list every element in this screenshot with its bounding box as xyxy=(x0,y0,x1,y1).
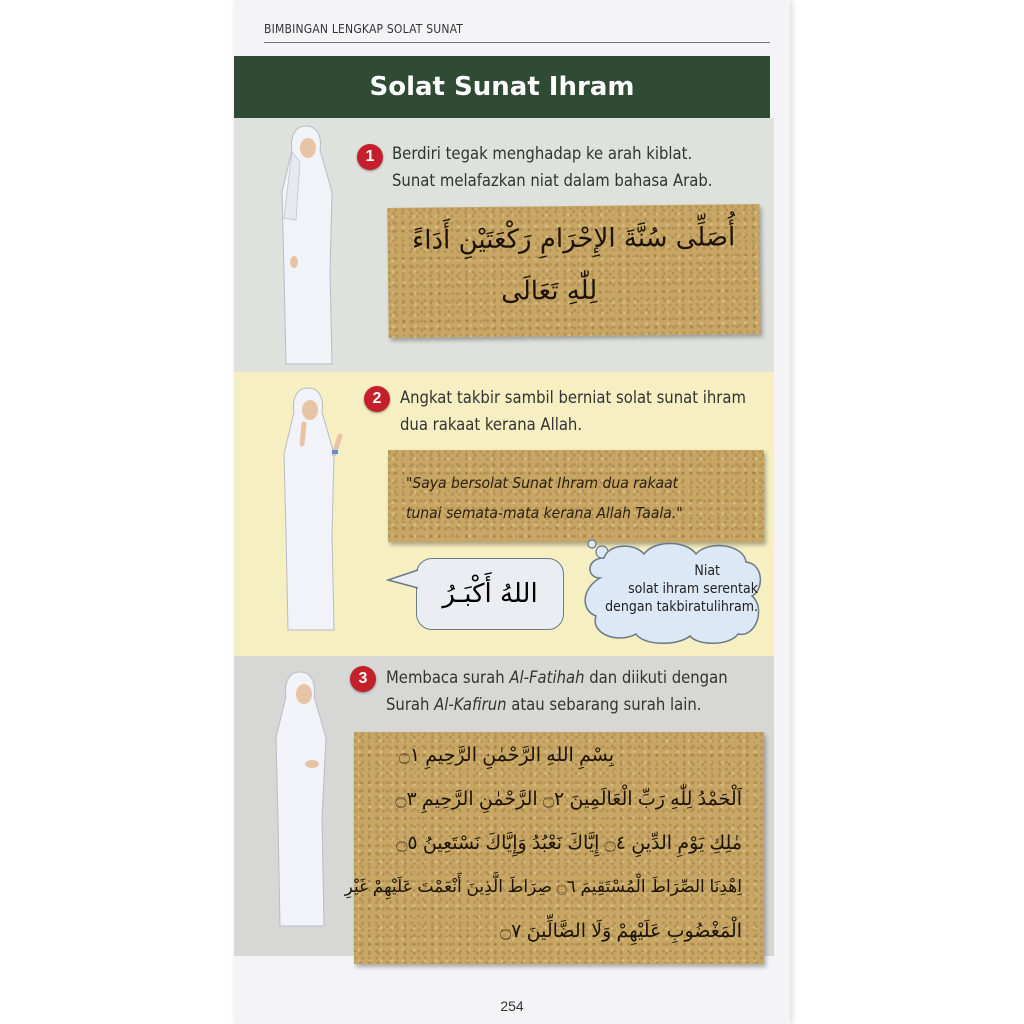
step-2-section xyxy=(234,372,774,656)
niat-arabic-line-2: لِلّٰهِ تَعَالَى xyxy=(501,275,598,307)
fatihah-line-4: اِهْدِنَا الصِّرَاطَ الْمُسْتَقِيمَ ۝٦ صِرَاطَ الَّذِينَ أَنْعَمْتَ عَلَيْهِمْ غَيْرِ xyxy=(344,877,742,896)
step-3-text-a: Membaca surah xyxy=(386,668,510,687)
step-1-number: 1 xyxy=(357,144,383,170)
title-bar xyxy=(234,56,770,118)
page-number: 254 xyxy=(500,998,524,1014)
step-1-text xyxy=(392,140,767,194)
fatihah-line-2: اَلْحَمْدُ لِلّٰهِ رَبِّ الْعَالَمِينَ ۝٢ الرَّحْمٰنِ الرَّحِيمِ ۝٣ xyxy=(395,789,742,810)
niat-arabic-line-1: أُصَلِّى سُنَّةَ الإِحْرَامِ رَكْعَتَيْنِ أَدَاءً xyxy=(411,222,736,256)
step-1-section xyxy=(234,118,774,372)
fatihah-line-5: الْمَغْضُوبِ عَلَيْهِمْ وَلَا الضَّالِّينَ ۝٧ xyxy=(500,921,742,942)
niat-note-line-1: Niat xyxy=(694,563,720,579)
niat-note-line-3: dengan takbiratulihram. xyxy=(605,599,758,615)
niat-translation-line-1: "Saya bersolat Sunat Ihram dua rakaat xyxy=(406,474,679,492)
step-3-text-d: atau sebarang surah lain. xyxy=(506,695,702,714)
step-2-line-1: Angkat takbir sambil berniat solat sunat ihram xyxy=(400,388,746,407)
step-3-text xyxy=(386,664,772,718)
step-2-line-2: dua rakaat kerana Allah. xyxy=(400,415,583,434)
takbir-arabic: اللهُ أَكْبَـرُ xyxy=(442,579,538,609)
header-rule xyxy=(264,42,770,43)
step-3-text-b: dan diikuti dengan xyxy=(584,668,728,687)
niat-translation-line-2: tunai semata-mata kerana Allah Taala." xyxy=(406,504,683,522)
step-2-text xyxy=(400,384,772,438)
al-fatihah-paper xyxy=(344,732,764,964)
niat-note xyxy=(594,562,758,616)
book-page xyxy=(234,0,790,1024)
step-3-line-1 xyxy=(386,664,772,691)
niat-note-line-2: solat ihram serentak xyxy=(628,581,758,597)
niat-translation xyxy=(406,468,736,528)
takbir-speech-bubble xyxy=(416,558,564,630)
takbir-figure-icon xyxy=(274,384,348,634)
fatihah-line-3: مٰلِكِ يَوْمِ الدِّينِ ۝٤ إِيَّاكَ نَعْبُدُ وَإِيَّاكَ نَسْتَعِينُ ۝٥ xyxy=(396,833,742,854)
step-1-line-2: Sunat melafazkan niat dalam bahasa Arab. xyxy=(392,171,713,190)
step-3-line-2 xyxy=(386,691,772,718)
fatihah-line-1: بِسْمِ اللهِ الرَّحْمٰنِ الرَّحِيمِ ۝١ xyxy=(398,745,614,766)
speech-tail-icon xyxy=(386,568,420,592)
step-3-number: 3 xyxy=(350,666,376,692)
page-title: Solat Sunat Ihram xyxy=(369,72,635,102)
running-header: BIMBINGAN LENGKAP SOLAT SUNAT xyxy=(264,22,464,36)
al-kafirun-label: Al-Kafirun xyxy=(434,695,507,714)
standing-hands-folded-figure-icon xyxy=(268,668,332,930)
niat-arabic-paper xyxy=(387,204,760,338)
standing-figure-icon xyxy=(274,122,338,368)
niat-translation-paper xyxy=(388,450,764,542)
step-3-section xyxy=(234,656,774,956)
step-3-text-c: Surah xyxy=(386,695,435,714)
step-1-line-1: Berdiri tegak menghadap ke arah kiblat. xyxy=(392,144,693,163)
al-fatihah-label: Al-Fatihah xyxy=(509,668,585,687)
step-2-number: 2 xyxy=(364,386,390,412)
